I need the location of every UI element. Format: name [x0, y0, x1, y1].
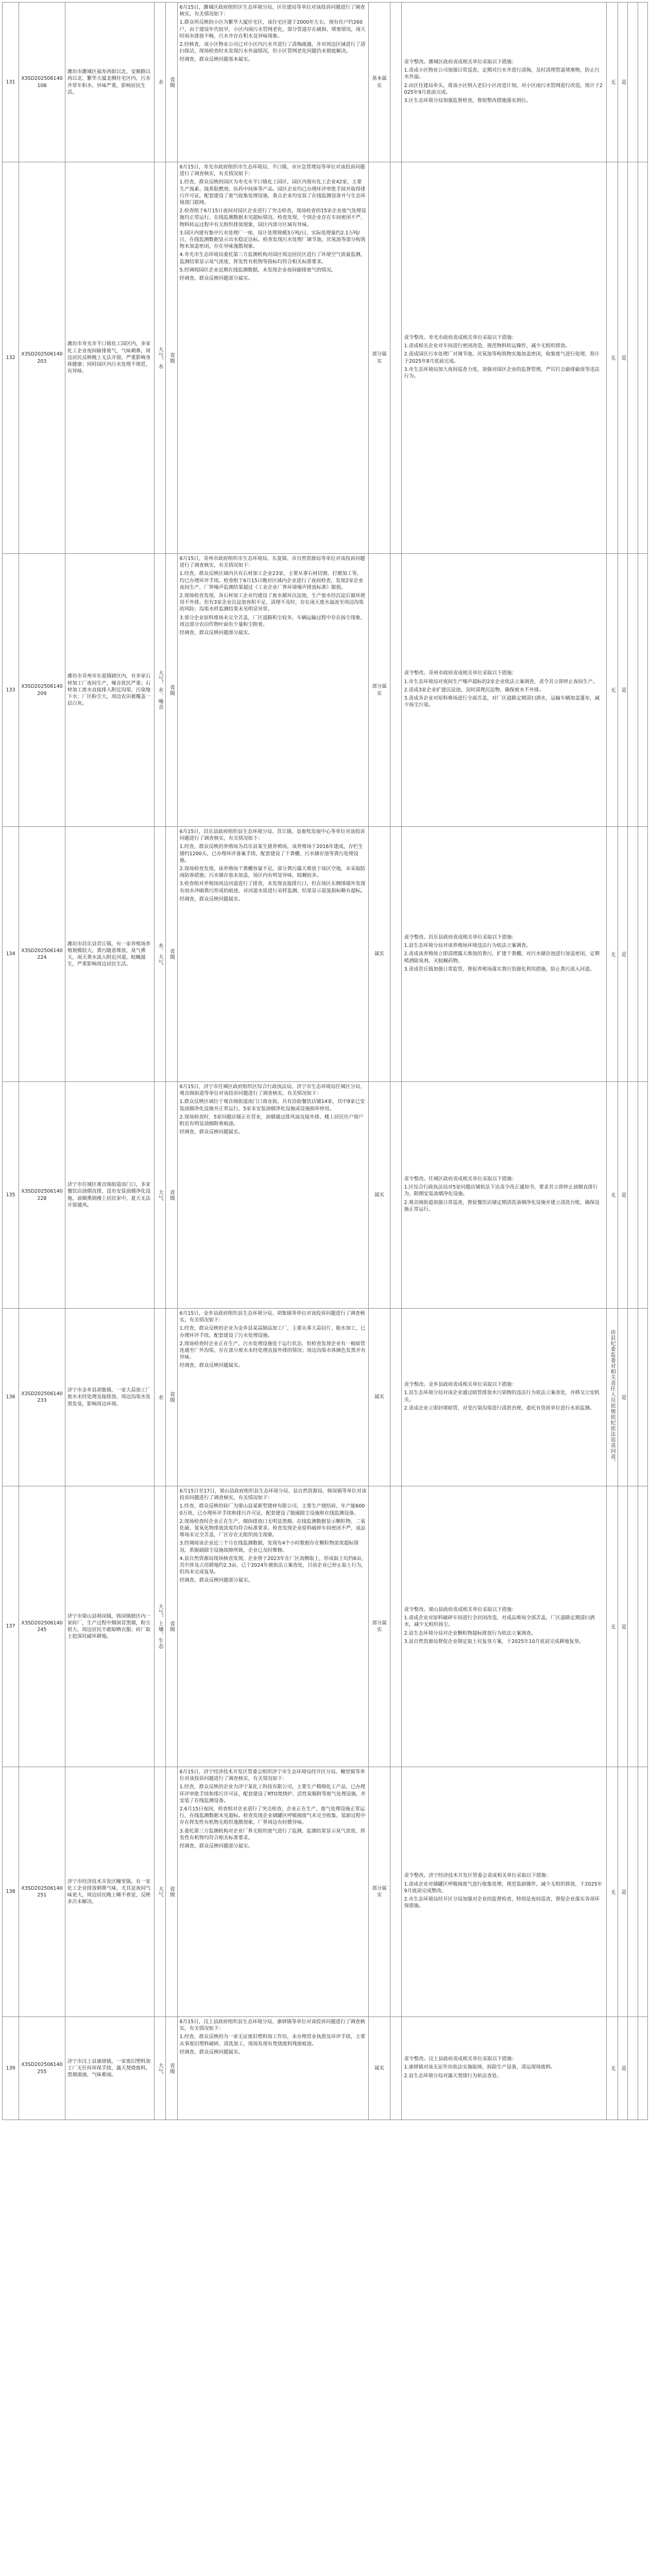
process-detail-cell-paragraph: 3.部分企业原料堆场未完全苫盖，厂区道路积尘较多，车辆运输过程中存在扬尘现象，周边部分农田作物叶面有少量粉尘附着。	[179, 615, 366, 628]
row-number-cell: 131	[3, 3, 19, 162]
empty-cell-2	[638, 3, 647, 162]
accountability-cell: 无	[606, 2017, 618, 2120]
accountability-cell: 无	[606, 3, 618, 162]
handling-result-cell-paragraph: 责令整改。金乡县政府责成相关单位采取以下措施：	[404, 1382, 517, 1388]
process-detail-cell-paragraph: 2.现场检查发现，该养殖场干粪棚容量不足，部分粪污露天堆放于场区空地，未采取防雨防渗措施；污水储存池未加盖，场区内有明显异味，蚊蝇较多。	[179, 866, 366, 879]
process-detail-cell-paragraph: 6月15日，济宁经济技术开发区管委会组织济宁市生态环境局经开区分局、疃里镇等单位对该投诉问题进行了调查核实，有关情况如下：	[179, 1769, 365, 1782]
process-detail-cell-paragraph: 4.寿光市生态环境局委托第三方监测机构对园区周边居民区进行了环境空气质量监测，监测结果显示臭气浓度、挥发性有机物等指标均符合相关标准要求。	[179, 252, 366, 265]
level-cell: 省级	[166, 162, 177, 554]
handling-result-cell-paragraph: 2.观音阁街道加强日常巡查，督促餐饮店铺定期清洗油烟净化设施并建立清洗台账，确保设施正常运行。	[404, 1199, 600, 1212]
process-detail-cell-paragraph: 1.经查，群众反映区域内共有石材加工企业23家，主要从事石材切割、打磨加工等，均已办理环评手续。检查组于6月15日晚对区域内企业进行了夜间检查，发现2家企业夜间生产，厂界噪声监测结果超过《工业企业厂界环境噪声排放标准》限值。	[179, 571, 364, 590]
handling-result-cell-paragraph: 责令整改。济宁经济技术开发区管委会责成相关单位采取以下措施：	[404, 1873, 551, 1879]
empty-cell-2	[638, 554, 647, 827]
row-number-cell: 133	[3, 554, 19, 827]
process-detail-cell-paragraph: 经调查，群众反映问题部分属实。	[179, 1843, 253, 1850]
process-detail-cell	[177, 1767, 369, 2017]
complaint-code-cell: X3SD202506140233	[19, 1309, 65, 1486]
process-detail-cell-paragraph: 1.经查，群众反映的为一家无证废旧塑料加工作坊，未办理营业执照及环评手续，主要从事废旧塑料破碎、清洗加工，现场发现有焚烧废料残留痕迹。	[179, 2034, 366, 2047]
handling-result-cell	[402, 1486, 606, 1767]
handling-result-cell-paragraph: 责令整改。寿光市政府责成相关单位采取以下措施：	[404, 334, 517, 341]
status-cell	[390, 1486, 402, 1767]
empty-cell-1	[628, 2017, 638, 2120]
handling-result-cell-paragraph: 3.县自然资源局督促企业制定取土坑复垦方案，于2025年10月底前完成耕地复垦。	[404, 1638, 584, 1645]
process-detail-cell	[177, 3, 369, 162]
process-detail-cell-paragraph: 1.经查，群众反映的园区为寿光市羊口镇化工园区，园区内现有化工企业42家，主要生产溴素、溴系阻燃剂、医药中间体等产品。园区企业均已办理环评审批手续并取得排污许可证，配套建设了废气收集处理设施，重点企业均安装了在线监测设备并与生态环境部门联网。	[179, 179, 366, 206]
table-row	[3, 827, 648, 1082]
complaint-code-cell: X3SD202506140108	[19, 3, 65, 162]
pollution-type-cell: 大气	[154, 2017, 165, 2120]
location-description-cell: 潍坊市寿光市羊口镇化工园区内，多家化工企业夜间偷排废气，气味刺鼻，周边居民反映晚上无法开窗，严重影响身体健康；同时园区内污水处理不规范，有异味。	[65, 162, 154, 554]
location-description-cell: 济宁市经济技术开发区疃里镇，有一家化工企业排放刺鼻气味，尤其是夜间气味更大，周边居民晚上睡不着觉，反映多次未解决。	[65, 1767, 154, 2017]
process-detail-cell-paragraph: 经调查，群众反映问题属实。	[179, 1129, 244, 1136]
table-row	[3, 1082, 648, 1309]
table-row	[3, 162, 648, 554]
table-row	[3, 1767, 648, 2017]
status-cell	[390, 1767, 402, 2017]
flag-cell: 是	[618, 2017, 628, 2120]
handling-result-cell-paragraph: 1.市生态环境局对夜间生产噪声超标的2家企业依法立案调查，责令其立即停止夜间生产。	[404, 679, 598, 685]
handling-result-cell-paragraph: 2.县生态环境分局对企业颗粒物超标排放行为依法立案调查。	[404, 1630, 536, 1636]
empty-cell-1	[628, 1082, 638, 1309]
table-row	[3, 2017, 648, 2120]
complaint-code-cell: X3SD202506140228	[19, 1082, 65, 1309]
handling-result-cell-paragraph: 1.责成企业对储罐区呼吸阀废气进行收集处理，规范装卸操作，减少无组织排放，于2025年9月底前完成整改。	[404, 1881, 603, 1894]
accountability-cell: 无	[606, 162, 618, 554]
process-detail-cell	[177, 827, 369, 1082]
level-cell: 省级	[166, 3, 177, 162]
accountability-cell: 无	[606, 1486, 618, 1767]
empty-cell-2	[638, 2017, 647, 2120]
handling-result-cell-paragraph: 2.责成3家企业扩建沉淀池，及时清理沉淀物，确保废水不外排。	[404, 687, 544, 693]
process-detail-cell-paragraph: 2.检查组于6月15日夜间对园区企业进行了突击检查，现场检查的15家企业废气处理设施均正常运行，在线监测数据未见超标情况。检查发现，个别企业存在车间密闭不严、物料转运过程中有无组织排放现象，园区内部分区域有异味。	[179, 208, 366, 228]
process-detail-cell	[177, 2017, 369, 2120]
complaint-code-cell: X3SD202506140245	[19, 1486, 65, 1767]
accountability-cell: 无	[606, 827, 618, 1082]
process-detail-cell-paragraph: 4.县自然资源局现场核查发现，企业曾于2023年在厂区南侧取土，形成取土坑约6亩，其中涉及占用耕地约2.3亩，已于2024年被依法立案查处，目前企业已停止取土行为，但尚未完成复垦。	[179, 1555, 366, 1575]
process-detail-cell-paragraph: 经调查，群众反映问题基本属实。	[179, 57, 253, 63]
case-table	[2, 2, 648, 2120]
verdict-cell: 部分属实	[369, 1486, 390, 1767]
process-detail-cell	[177, 162, 369, 554]
process-detail-cell-paragraph: 6月15日，寿光市政府组织市生态环境局、羊口镇、市应急管理局等单位对该投诉问题进行了调查核实，有关情况如下：	[179, 164, 365, 177]
process-detail-cell-paragraph: 5.经调阅园区企业近期在线监测数据，未发现企业夜间偷排废气的情况。	[179, 267, 336, 273]
status-cell	[390, 2017, 402, 2120]
level-cell: 省级	[166, 2017, 177, 2120]
pollution-type-cell: 大气、土壤、生态	[154, 1486, 165, 1767]
location-description-cell: 济宁市任城区观音阁街道南门口，多家餐饮店油烟直排，没有安装油烟净化设施，油烟熏到楼上居民家中，夏天无法开窗通风。	[65, 1082, 154, 1309]
case-table-container	[2, 2, 648, 2120]
handling-result-cell-paragraph: 3.责成营丘镇加强日常监管，督促养殖场落实粪污资源化利用措施，防止粪污流入河道。	[404, 966, 595, 972]
handling-result-cell-paragraph: 责令整改。潍城区政府责成相关单位采取以下措施：	[404, 59, 517, 65]
status-cell	[390, 1309, 402, 1486]
empty-cell-2	[638, 1082, 647, 1309]
row-number-cell: 139	[3, 2017, 19, 2120]
process-detail-cell-paragraph: 2.现场检查时企业正在生产，烟囱排放口无明显黑烟，在线监测数据显示颗粒物、二氧化硫、氮氧化物排放浓度均符合标准要求。检查发现企业原料破碎车间密闭不严，成品堆场未完全苫盖，厂区存在无组织扬尘现象。	[179, 1518, 366, 1538]
process-detail-cell	[177, 554, 369, 827]
complaint-code-cell: X3SD202506140255	[19, 2017, 65, 2120]
flag-cell: 是	[618, 1082, 628, 1309]
process-detail-cell-paragraph: 6月15日，青州市政府组织市生态环境局、东夏镇、市自然资源局等单位对该投诉问题进行了调查核实，有关情况如下：	[179, 556, 365, 569]
level-cell: 省级	[166, 1082, 177, 1309]
process-detail-cell	[177, 1082, 369, 1309]
handling-result-cell	[402, 1082, 606, 1309]
handling-result-cell-paragraph: 2.县生态环境分局对露天焚烧行为依法查处。	[404, 2073, 502, 2079]
handling-result-cell	[402, 827, 606, 1082]
handling-result-cell-paragraph: 1.责成小区物业公司加强日常巡查，定期对污水井进行清掏，及时清理管道堵塞物，防止污水外溢。	[404, 67, 600, 80]
process-detail-cell-paragraph: 经调查，群众反映问题属实。	[179, 896, 244, 902]
pollution-type-cell: 大气、水、噪音	[154, 554, 165, 827]
process-detail-cell-paragraph: 经调查，群众反映问题部分属实。	[179, 276, 253, 282]
complaint-code-cell: X3SD202506140251	[19, 1767, 65, 2017]
empty-cell-1	[628, 1767, 638, 2017]
level-cell: 省级	[166, 554, 177, 827]
complaint-code-cell: X3SD202506140224	[19, 827, 65, 1082]
verdict-cell: 属实	[369, 1082, 390, 1309]
process-detail-cell-paragraph: 经调查，群众反映问题部分属实。	[179, 1578, 253, 1584]
level-cell: 省级	[166, 1767, 177, 2017]
empty-cell-2	[638, 1767, 647, 2017]
pollution-type-cell: 水	[154, 1309, 165, 1486]
process-detail-cell-paragraph: 1.经查，群众反映的企业为金乡县某蒜制品加工厂，主要从事大蒜切片、脱水加工，已办理环评手续，配套建设了污水处理设施。	[179, 1326, 366, 1338]
process-detail-cell-paragraph: 1.经查，群众反映的养殖场为昌乐县某生猪养殖场，该养殖场于2016年建成，存栏生猪约1200头，已办理环评备案手续，配套建设了干粪棚、污水储存池等粪污处理设施。	[179, 844, 363, 863]
handling-result-cell-paragraph: 3.市生态环境局加大夜间巡查力度，加强对园区企业的监督管理，严厉打击偷排偷放等违法行为。	[404, 366, 600, 379]
handling-result-cell-paragraph: 1.区综合行政执法局对5家问题店铺依法下达责令改正通知书，要求其立即停止油烟直排行为，限期安装油烟净化设施。	[404, 1184, 598, 1197]
table-row	[3, 1309, 648, 1486]
process-detail-cell-paragraph: 1.经查，群众反映的砖厂为梁山县某新型建材有限公司，主要生产烧结砖，年产能6000万块，已办理环评手续和排污许可证，配套建设了脱硫除尘设施和在线监测设备。	[179, 1503, 365, 1516]
level-cell: 省级	[166, 1309, 177, 1486]
handling-result-cell	[402, 162, 606, 554]
process-detail-cell	[177, 1309, 369, 1486]
empty-cell-1	[628, 3, 638, 162]
table-row	[3, 3, 648, 162]
handling-result-cell-paragraph: 1.县生态环境分局对该养殖场环境违法行为依法立案调查。	[404, 943, 532, 949]
empty-cell-2	[638, 162, 647, 554]
verdict-cell: 基本属实	[369, 3, 390, 162]
process-detail-cell-paragraph: 2.现场检查时企业正在生产，污水处理设施处于运行状态，但检查发现企业有一根暗管连通至厂外沟渠，存在部分废水未经处理直接外排的情况；周边沟渠水体颜色发黑并有异味。	[179, 1341, 366, 1361]
handling-result-cell-paragraph: 责令整改。梁山县政府责成相关单位采取以下措施：	[404, 1606, 517, 1613]
process-detail-cell-paragraph: 3.园区内建有集中污水处理厂一座，设计处理规模3万吨/日，实际处理量约2.1万吨/日，在线监测数据显示出水稳定达标。检查发现污水处理厂调节池、厌氧池等部分构筑物未加盖密闭，存在异味逸散现象。	[179, 230, 366, 250]
process-detail-cell-paragraph: 3.经调阅该企业近三个月在线监测数据，发现有4个小时数据存在颗粒物浓度超标情况，系脱硫除尘设施故障所致，企业已及时维修。	[179, 1540, 359, 1553]
process-detail-cell-paragraph: 6月15日至17日，梁山县政府组织县生态环境分局、县自然资源局、韩岗镇等单位对该投诉问题进行了调查核实，有关情况如下：	[179, 1488, 367, 1501]
process-detail-cell-paragraph: 3.检查组对养殖场周边河道进行了排查，未发现直接排污口，但在场区东侧围墙外发现有雨水冲刷粪污形成的痕迹，对河道水质进行采样监测，结果显示氨氮指标略有超标。	[179, 881, 366, 894]
row-number-cell: 137	[3, 1486, 19, 1767]
process-detail-cell-paragraph: 经调查，群众反映问题属实。	[179, 2049, 244, 2055]
handling-result-cell	[402, 2017, 606, 2120]
empty-cell-2	[638, 1309, 647, 1486]
flag-cell: 是	[618, 827, 628, 1082]
row-number-cell: 134	[3, 827, 19, 1082]
process-detail-cell-paragraph: 2.现场检查时，5家问题店铺正在营业，油烟通过排风扇直接外排，楼上居民住户窗户附近有明显油烟附着痕迹。	[179, 1114, 364, 1127]
pollution-type-cell: 水	[154, 3, 165, 162]
handling-result-cell-paragraph: 责令整改。任城区政府责成相关单位采取以下措施：	[404, 1176, 517, 1182]
process-detail-cell-paragraph: 经调查，群众反映问题部分属实。	[179, 630, 253, 636]
verdict-cell: 部分属实	[369, 162, 390, 554]
handling-result-cell-paragraph: 2.由区住建局牵头，将该小区纳入老旧小区改造计划，对小区雨污水管网进行改造，预计于2025年9月底前完成。	[404, 82, 603, 95]
empty-cell-1	[628, 827, 638, 1082]
flag-cell: 是	[618, 1309, 628, 1486]
handling-result-cell-paragraph: 3.区生态环境分局加强监督检查，督促整改措施落实到位。	[404, 97, 532, 104]
empty-cell-1	[628, 1309, 638, 1486]
complaint-code-cell: X3SD202506140203	[19, 162, 65, 554]
empty-cell-2	[638, 1486, 647, 1767]
row-number-cell: 138	[3, 1767, 19, 2017]
table-row	[3, 554, 648, 827]
handling-result-cell-paragraph: 1.责成相关企业对车间进行密闭改造，规范物料转运操作，减少无组织排放。	[404, 343, 571, 349]
accountability-cell: 无	[606, 1767, 618, 2017]
handling-result-cell-paragraph: 责令整改。青州市政府责成相关单位采取以下措施：	[404, 670, 517, 676]
location-description-cell: 潍坊市潍城区福寿西街以北、安顺路以西以北、繁华大厦北侧住宅区内，污水井常年积水、异味严重，影响居民生活。	[65, 3, 154, 162]
empty-cell-1	[628, 162, 638, 554]
process-detail-cell-paragraph: 6月15日，昌乐县政府组织县生态环境分局、营丘镇、县畜牧发展中心等单位对该投诉问题进行了调查核实，有关情况如下：	[179, 829, 365, 842]
location-description-cell: 潍坊市昌乐县营丘镇，有一家养殖场养殖规模较大，粪污随意堆放，臭气熏天，雨天粪水流入附近河道，蚊蝇滋生，严重影响周边居民生活。	[65, 827, 154, 1082]
process-detail-cell-paragraph: 2.6月15日夜间，检查组对企业进行了突击检查，企业正在生产，废气处理设施正常运行，在线监测数据未见超标。检查发现企业储罐区呼吸阀废气未完全收集，装卸过程中存在挥发性有机物无组织逸散现象，厂界周边有轻微异味。	[179, 1806, 366, 1826]
handling-result-cell-paragraph: 1.康驿镇对该无证作坊依法实施取缔，拆除生产设备，清运现场废料。	[404, 2064, 556, 2071]
level-cell: 省级	[166, 827, 177, 1082]
handling-result-cell-paragraph: 3.责成各企业对原料堆场进行全面苫盖，对厂区道路定期清扫洒水，运输车辆加盖篷布，减少扬尘污染。	[404, 696, 600, 708]
pollution-type-cell: 大气	[154, 1767, 165, 2017]
flag-cell: 是	[618, 1486, 628, 1767]
process-detail-cell-paragraph: 6月15日，金乡县政府组织县生态环境分局、胡集镇等单位对该投诉问题进行了调查核实，有关情况如下：	[179, 1311, 365, 1324]
accountability-cell: 由县纪委监委对相关责任人员依规依纪依法追责问责。	[606, 1309, 618, 1486]
row-number-cell: 136	[3, 1309, 19, 1486]
handling-result-cell-paragraph: 2.责成园区污水处理厂对调节池、厌氧池等构筑物实施加盖密闭，收集废气进行处理，预计于2025年8月底前完成。	[404, 351, 600, 364]
accountability-cell: 无	[606, 1082, 618, 1309]
status-cell	[390, 827, 402, 1082]
location-description-cell: 济宁市汶上县康驿镇，一家废旧塑料加工厂无任何环保手续，露天焚烧废料，黑烟滚滚，气味难闻。	[65, 2017, 154, 2120]
row-number-cell: 132	[3, 162, 19, 554]
location-description-cell: 济宁市金乡县胡集镇，一家大蒜加工厂废水未经处理直接排放，周边沟渠水发黑发臭，影响周边环境。	[65, 1309, 154, 1486]
handling-result-cell	[402, 3, 606, 162]
handling-result-cell-paragraph: 1.县生态环境分局对该企业通过暗管排放水污染物的违法行为依法立案查处，并移交公安机关。	[404, 1390, 600, 1403]
status-cell	[390, 3, 402, 162]
flag-cell: 是	[618, 1767, 628, 2017]
handling-result-cell-paragraph: 1.责成企业对原料破碎车间进行全封闭改造，对成品堆场全部苫盖，厂区道路定期清扫洒水，减少无组织扬尘。	[404, 1615, 595, 1628]
empty-cell-2	[638, 827, 647, 1082]
process-detail-cell-paragraph: 2.现场检查发现，各石材加工企业均建设了废水循环沉淀池，生产废水经沉淀后循环使用不外排。但有3家企业沉淀池容积不足，清理不及时，存在雨天废水溢流至周边沟渠的风险；沟渠水样监测结果未见明显异常。	[179, 593, 366, 613]
flag-cell: 是	[618, 162, 628, 554]
table-row	[3, 1486, 648, 1767]
process-detail-cell-paragraph: 1.群众所反映的小区为繁华大厦住宅区，该住宅区建于2000年左右，现有住户约260户，由于建设年代较早，小区内雨污水管网老化，部分管道存在破损、堵塞情况，雨天时雨水排放不畅，污水井存在积水及异味现象。	[179, 20, 366, 39]
handling-result-cell-paragraph: 责令整改。汶上县政府责成相关单位采取以下措施：	[404, 2056, 517, 2062]
process-detail-cell-paragraph: 经调查，群众反映问题属实。	[179, 1363, 244, 1369]
flag-cell: 是	[618, 554, 628, 827]
process-detail-cell-paragraph: 6月15日，济宁市任城区政府组织区综合行政执法局、济宁市生态环境局任城区分局、观音阁街道等单位对该投诉问题进行了调查核实，有关情况如下：	[179, 1084, 365, 1097]
process-detail-cell-paragraph: 2.经核查，该小区物业公司已对小区内污水井进行了清掏疏通，并对周边区域进行了清扫保洁，现场检查时未发现污水外溢情况，但小区管网老化问题仍未彻底解决。	[179, 42, 366, 55]
handling-result-cell	[402, 1309, 606, 1486]
process-detail-cell-paragraph: 1.经查，群众反映的企业为济宁某化工科技有限公司，主要生产精细化工产品，已办理环评审批手续和排污许可证，配套建设了RTO焚烧炉、活性炭吸附等废气处理设施，并安装了在线监测设备。	[179, 1784, 366, 1804]
handling-result-cell	[402, 554, 606, 827]
verdict-cell: 属实	[369, 1309, 390, 1486]
verdict-cell: 属实	[369, 827, 390, 1082]
verdict-cell: 部分属实	[369, 1767, 390, 2017]
verdict-cell: 属实	[369, 2017, 390, 2120]
location-description-cell: 潍坊市青州市东夏镇辖区内，有多家石材加工厂夜间生产，噪音扰民严重；石材加工废水直接排入附近沟渠，污染地下水；厂区粉尘大，周边农田被覆盖一层白灰。	[65, 554, 154, 827]
empty-cell-1	[628, 554, 638, 827]
complaint-code-cell: X3SD202506140209	[19, 554, 65, 827]
status-cell	[390, 554, 402, 827]
process-detail-cell	[177, 1486, 369, 1767]
pollution-type-cell: 大气、水	[154, 162, 165, 554]
pollution-type-cell: 大气	[154, 1082, 165, 1309]
level-cell: 省级	[166, 1486, 177, 1767]
status-cell	[390, 1082, 402, 1309]
handling-result-cell-paragraph: 2.市生态环境局经开区分局加强对企业的监督检查，特别是夜间巡查，督促企业落实各项环保措施。	[404, 1896, 600, 1909]
status-cell	[390, 162, 402, 554]
handling-result-cell-paragraph: 责令整改。昌乐县政府责成相关单位采取以下措施：	[404, 934, 517, 940]
verdict-cell: 部分属实	[369, 554, 390, 827]
handling-result-cell	[402, 1767, 606, 2017]
row-number-cell: 135	[3, 1082, 19, 1309]
pollution-type-cell: 水、大气	[154, 827, 165, 1082]
process-detail-cell-paragraph: 6月15日，汶上县政府组织县生态环境分局、康驿镇等单位对该投诉问题进行了调查核实，有关情况如下：	[179, 2019, 365, 2032]
handling-result-cell-paragraph: 2.责成该养殖场立即清理露天堆放的粪污，扩建干粪棚，对污水储存池进行加盖密闭，定期喷洒除臭剂、灭蚊蝇药物。	[404, 951, 600, 964]
empty-cell-1	[628, 1486, 638, 1767]
process-detail-cell-paragraph: 6月15日，潍城区政府组织区生态环境分局、区住建局等单位对该投诉问题进行了调查核实，有关情况如下：	[179, 5, 365, 18]
flag-cell: 是	[618, 3, 628, 162]
accountability-cell: 无	[606, 554, 618, 827]
process-detail-cell-paragraph: 1.群众反映区域位于观音阁街道南门口商业街，共有沿街餐饮店铺14家，其中9家已安装油烟净化设施并正常运行，5家未安装油烟净化设施或设施损坏停用。	[179, 1099, 365, 1112]
handling-result-cell-paragraph: 2.责成企业立即封堵暗管，对受污染沟渠进行清淤治理，委托有资质单位进行水质监测。	[404, 1405, 595, 1411]
location-description-cell: 济宁市梁山县韩岗镇，韩岗镇辖区内一家砖厂，生产过程中烟囱冒黑烟，粉尘很大，周边居民不敢晾晒衣服；砖厂取土挖深坑破坏耕地。	[65, 1486, 154, 1767]
process-detail-cell-paragraph: 3.委托第三方监测机构对企业厂界无组织废气进行了监测，监测结果显示臭气浓度、挥发性有机物均符合相关标准要求。	[179, 1828, 366, 1841]
